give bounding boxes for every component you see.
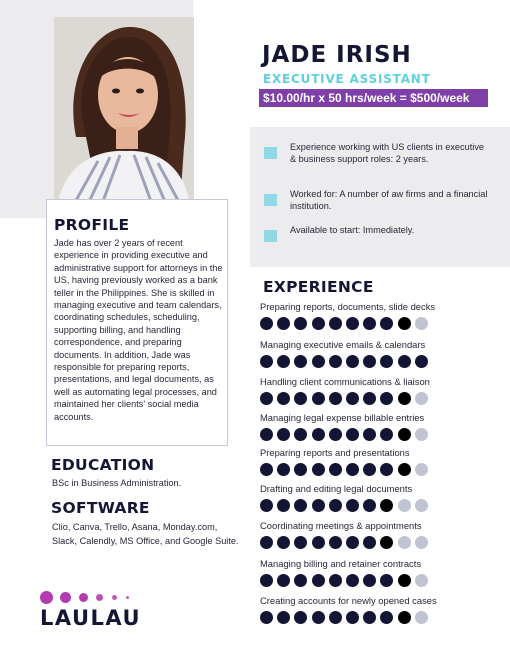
rating-dot bbox=[312, 574, 325, 587]
rating-dot bbox=[346, 574, 359, 587]
rating-dot bbox=[415, 463, 428, 476]
profile-heading: PROFILE bbox=[54, 216, 130, 234]
rating-dot bbox=[312, 317, 325, 330]
rating-dot bbox=[277, 355, 290, 368]
rating-dot bbox=[294, 355, 307, 368]
rating-dot bbox=[363, 392, 376, 405]
rating-dot bbox=[312, 355, 325, 368]
rating-dot bbox=[346, 611, 359, 624]
rating-dot bbox=[312, 499, 325, 512]
rating-dot bbox=[294, 611, 307, 624]
rating-dot bbox=[380, 536, 393, 549]
skill-rating bbox=[260, 463, 500, 477]
rating-dot bbox=[329, 355, 342, 368]
logo-dots-icon bbox=[40, 590, 160, 606]
rating-dot bbox=[312, 428, 325, 441]
rating-dot bbox=[329, 574, 342, 587]
rating-dot bbox=[260, 355, 273, 368]
rating-dot bbox=[260, 611, 273, 624]
rating-dot bbox=[277, 463, 290, 476]
rating-dot bbox=[312, 392, 325, 405]
rating-dot bbox=[294, 499, 307, 512]
skill-label: Managing billing and retainer contracts bbox=[260, 558, 422, 569]
rating-dot bbox=[294, 536, 307, 549]
rating-dot bbox=[363, 355, 376, 368]
rating-dot bbox=[346, 317, 359, 330]
rating-dot bbox=[415, 355, 428, 368]
skill-label: Handling client communications & liaison bbox=[260, 376, 430, 387]
rating-dot bbox=[346, 428, 359, 441]
skill-rating bbox=[260, 355, 500, 369]
rating-dot bbox=[380, 355, 393, 368]
rating-dot bbox=[277, 574, 290, 587]
skill-row bbox=[260, 339, 500, 373]
rating-dot bbox=[294, 317, 307, 330]
rating-dot bbox=[329, 392, 342, 405]
rating-dot bbox=[363, 317, 376, 330]
rating-dot bbox=[329, 428, 342, 441]
rating-dot bbox=[415, 536, 428, 549]
skill-row bbox=[260, 301, 500, 335]
rating-dot bbox=[398, 355, 411, 368]
candidate-name: JADE IRISH bbox=[262, 42, 412, 68]
rating-dot bbox=[312, 611, 325, 624]
rating-dot bbox=[260, 574, 273, 587]
company-logo: LAULAU bbox=[40, 606, 142, 630]
rating-dot bbox=[329, 611, 342, 624]
rating-dot bbox=[294, 574, 307, 587]
rating-dot bbox=[260, 463, 273, 476]
skill-rating bbox=[260, 428, 500, 442]
software-text: Clio, Canva, Trello, Asana, Monday.com, Slack, Calendly, MS Office, and Google Suite. bbox=[52, 522, 239, 546]
rating-dot bbox=[277, 317, 290, 330]
rating-dot bbox=[415, 499, 428, 512]
skill-label: Coordinating meetings & appointments bbox=[260, 520, 422, 531]
education-heading: EDUCATION bbox=[51, 456, 155, 474]
rating-dot bbox=[312, 463, 325, 476]
rate-banner: $10.00/hr x 50 hrs/week = $500/week bbox=[259, 89, 488, 107]
highlight-text: Worked for: A number of aw firms and a financial institution. bbox=[290, 189, 488, 211]
skill-row bbox=[260, 376, 500, 410]
rating-dot bbox=[415, 392, 428, 405]
rating-dot bbox=[380, 317, 393, 330]
rating-dot bbox=[329, 536, 342, 549]
rating-dot bbox=[346, 392, 359, 405]
rating-dot bbox=[415, 574, 428, 587]
candidate-role: EXECUTIVE ASSISTANT bbox=[263, 72, 431, 86]
skill-row bbox=[260, 447, 500, 481]
skill-label: Managing executive emails & calendars bbox=[260, 339, 426, 350]
rating-dot bbox=[260, 428, 273, 441]
rating-dot bbox=[312, 536, 325, 549]
skill-label: Creating accounts for newly opened cases bbox=[260, 595, 437, 606]
rating-dot bbox=[329, 463, 342, 476]
profile-text: Jade has over 2 years of recent experience in providing executive and administrative support for attorneys in the US, having previously worked as a bank teller in the Philippines. She is skilled in managing executive and team calendars, coordinating schedules, scheduling, supporting billing, and handling correspondence, and preparing documents. In addition, Jade was responsible for preparing reports, presentations, and legal documents, as well as automating legal processes, and maintained her clients' social media accounts. bbox=[54, 238, 223, 422]
bullet-square-icon bbox=[264, 230, 277, 242]
rating-dot bbox=[363, 611, 376, 624]
rating-dot bbox=[415, 428, 428, 441]
rating-dot bbox=[260, 317, 273, 330]
rating-dot bbox=[277, 428, 290, 441]
rating-dot bbox=[277, 499, 290, 512]
skill-rating bbox=[260, 392, 500, 406]
rating-dot bbox=[398, 428, 411, 441]
skill-label: Preparing reports and presentations bbox=[260, 447, 410, 458]
skill-rating bbox=[260, 317, 500, 331]
rating-dot bbox=[363, 536, 376, 549]
rating-dot bbox=[398, 499, 411, 512]
rating-dot bbox=[380, 499, 393, 512]
skill-row bbox=[260, 483, 500, 517]
skill-row bbox=[260, 412, 500, 446]
rating-dot bbox=[260, 499, 273, 512]
rating-dot bbox=[294, 428, 307, 441]
rating-dot bbox=[398, 317, 411, 330]
rating-dot bbox=[363, 463, 376, 476]
skill-label: Drafting and editing legal documents bbox=[260, 483, 413, 494]
highlight-text: Available to start: Immediately. bbox=[290, 225, 415, 235]
bullet-square-icon bbox=[264, 147, 277, 159]
rating-dot bbox=[260, 392, 273, 405]
rating-dot bbox=[398, 574, 411, 587]
rating-dot bbox=[398, 536, 411, 549]
rating-dot bbox=[380, 574, 393, 587]
skill-rating bbox=[260, 499, 500, 513]
skill-rating bbox=[260, 611, 500, 625]
highlight-text: Experience working with US clients in executive & business support roles: 2 years. bbox=[290, 142, 485, 164]
rating-dot bbox=[363, 499, 376, 512]
experience-heading: EXPERIENCE bbox=[263, 278, 374, 296]
rating-dot bbox=[380, 392, 393, 405]
rating-dot bbox=[415, 317, 428, 330]
rating-dot bbox=[398, 611, 411, 624]
rating-dot bbox=[398, 463, 411, 476]
rating-dot bbox=[363, 428, 376, 441]
rating-dot bbox=[277, 536, 290, 549]
skill-row bbox=[260, 595, 500, 629]
skill-row bbox=[260, 520, 500, 554]
education-text: BSc in Business Administration. bbox=[52, 478, 182, 488]
rating-dot bbox=[277, 392, 290, 405]
rating-dot bbox=[380, 428, 393, 441]
rating-dot bbox=[294, 463, 307, 476]
rating-dot bbox=[346, 355, 359, 368]
rating-dot bbox=[346, 499, 359, 512]
skill-row bbox=[260, 558, 500, 592]
rating-dot bbox=[380, 611, 393, 624]
rating-dot bbox=[329, 317, 342, 330]
skill-rating bbox=[260, 574, 500, 588]
rating-dot bbox=[415, 611, 428, 624]
rating-dot bbox=[294, 392, 307, 405]
rating-dot bbox=[380, 463, 393, 476]
profile-photo bbox=[54, 17, 194, 204]
rating-dot bbox=[260, 536, 273, 549]
rating-dot bbox=[363, 574, 376, 587]
skill-rating bbox=[260, 536, 500, 550]
rating-dot bbox=[346, 536, 359, 549]
rating-dot bbox=[277, 611, 290, 624]
rating-dot bbox=[346, 463, 359, 476]
bullet-square-icon bbox=[264, 194, 277, 206]
skill-label: Managing legal expense billable entries bbox=[260, 412, 425, 423]
rating-dot bbox=[329, 499, 342, 512]
skill-label: Preparing reports, documents, slide decks bbox=[260, 301, 436, 312]
software-heading: SOFTWARE bbox=[51, 499, 150, 517]
rating-dot bbox=[398, 392, 411, 405]
